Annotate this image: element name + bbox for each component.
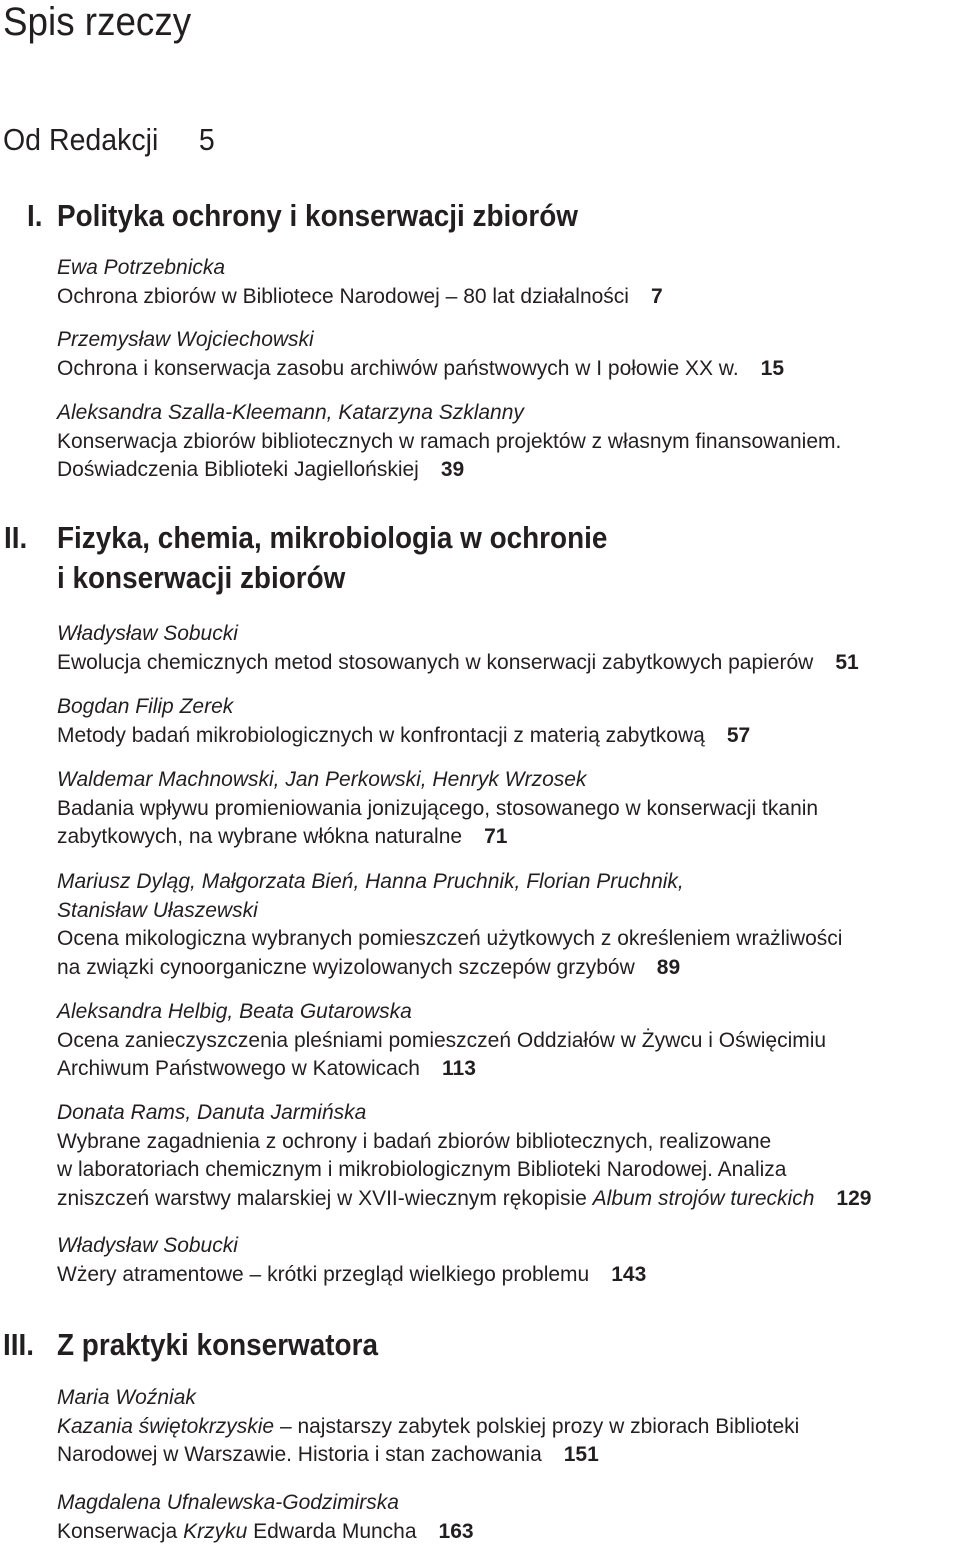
entry-page: 151 xyxy=(563,1443,599,1466)
entry-authors: Waldemar Machnowski, Jan Perkowski, Henryk Wrzosek xyxy=(57,768,587,791)
entry-authors: Władysław Sobucki xyxy=(57,1234,238,1257)
toc-entry[interactable] xyxy=(57,254,947,311)
toc-entry[interactable] xyxy=(57,1489,947,1546)
entry-title-italic: Album strojów tureckich xyxy=(592,1186,815,1210)
entry-authors: Aleksandra Helbig, Beata Gutarowska xyxy=(57,1000,412,1023)
entry-page: 113 xyxy=(442,1057,476,1080)
entry-page: 7 xyxy=(650,284,663,308)
toc-entry[interactable] xyxy=(57,399,947,485)
section-title: Z praktyki konserwatora xyxy=(57,1327,378,1362)
toc-entry[interactable] xyxy=(57,868,947,982)
entry-title-post: Edwarda Muncha xyxy=(253,1519,417,1543)
entry-title-line: – najstarszy zabytek polskiej prozy w zbiorach Biblioteki xyxy=(279,1414,800,1438)
toc-entry[interactable] xyxy=(57,326,947,383)
entry-title: Ochrona zbiorów w Bibliotece Narodowej – 80 lat działalności xyxy=(57,284,629,308)
entry-page: 39 xyxy=(440,458,465,481)
entry-title: Wżery atramentowe – krótki przegląd wielkiego problemu xyxy=(57,1262,590,1286)
entry-title-line: na związki cynoorganiczne wyizolowanych szczepów grzybów xyxy=(57,955,635,979)
entry-authors: Bogdan Filip Zerek xyxy=(57,695,234,718)
toc-entry[interactable] xyxy=(57,766,947,852)
intro-page: 5 xyxy=(198,122,215,157)
entry-authors: Maria Woźniak xyxy=(57,1386,196,1409)
entry-page: 71 xyxy=(484,825,508,848)
entry-authors: Przemysław Wojciechowski xyxy=(57,328,314,351)
section-title-line: i konserwacji zbiorów xyxy=(57,560,346,595)
entry-title-line: Ocena zanieczyszczenia pleśniami pomieszczeń Oddziałów w Żywcu i Oświęcimiu xyxy=(57,1028,827,1052)
entry-authors: Władysław Sobucki xyxy=(57,622,238,645)
intro-label: Od Redakcji xyxy=(3,122,159,157)
section-number: III. xyxy=(3,1327,35,1362)
entry-authors-line: Stanisław Ułaszewski xyxy=(57,898,258,922)
entry-page: 163 xyxy=(438,1519,474,1543)
entry-title-line: Ocena mikologiczna wybranych pomieszczeń użytkowych z określeniem wrażliwości xyxy=(57,927,843,950)
entry-title-line: w laboratoriach chemicznym i mikrobiologicznym Biblioteki Narodowej. Analiza xyxy=(57,1158,787,1181)
entry-title-italic: Kazania świętokrzyskie xyxy=(57,1414,275,1438)
entry-title: Ochrona i konserwacja zasobu archiwów państwowych w I połowie XX w. xyxy=(57,356,739,380)
entry-title: Metody badań mikrobiologicznych w konfrontacji z materią zabytkową xyxy=(57,723,705,747)
entry-authors: Ewa Potrzebnicka xyxy=(57,256,226,279)
intro-entry[interactable] xyxy=(3,122,215,158)
entry-title-line: Konserwacja zbiorów bibliotecznych w ramach projektów z własnym finansowaniem. xyxy=(57,429,842,453)
toc-entry[interactable] xyxy=(57,1232,947,1289)
toc-entry[interactable] xyxy=(57,1384,947,1470)
entry-title-line: Wybrane zagadnienia z ochrony i badań zbiorów bibliotecznych, realizowane xyxy=(57,1129,772,1153)
entry-title-line: zniszczeń warstwy malarskiej w XVII-wiecznym rękopisie xyxy=(57,1186,587,1210)
section-title xyxy=(57,518,607,598)
toc-entry[interactable] xyxy=(57,693,947,750)
page-title: Spis rzeczy xyxy=(3,0,192,44)
entry-title-pre: Konserwacja xyxy=(57,1519,178,1543)
toc-entry[interactable] xyxy=(57,998,947,1084)
entry-authors-line: Mariusz Dyląg, Małgorzata Bień, Hanna Pruchnik, Florian Pruchnik, xyxy=(57,870,684,893)
entry-authors: Donata Rams, Danuta Jarmińska xyxy=(57,1101,367,1124)
entry-title-italic: Krzyku xyxy=(183,1519,248,1543)
section-title-line: Fizyka, chemia, mikrobiologia w ochronie xyxy=(57,520,608,555)
entry-title-line: Narodowej w Warszawie. Historia i stan zachowania xyxy=(57,1443,542,1466)
entry-title-line: Badania wpływu promieniowania jonizującego, stosowanego w konserwacji tkanin xyxy=(57,796,819,820)
toc-entry[interactable] xyxy=(57,620,947,677)
entry-page: 129 xyxy=(836,1186,872,1210)
entry-authors: Magdalena Ufnalewska-Godzimirska xyxy=(57,1491,399,1514)
entry-page: 51 xyxy=(835,650,859,674)
entry-page: 143 xyxy=(611,1262,647,1286)
entry-title-line: Archiwum Państwowego w Katowicach xyxy=(57,1057,420,1080)
entry-title-line: Doświadczenia Biblioteki Jagiellońskiej xyxy=(57,458,419,481)
toc-entry[interactable] xyxy=(57,1099,947,1213)
entry-page: 57 xyxy=(726,723,751,747)
entry-title-line: zabytkowych, na wybrane włókna naturalne xyxy=(57,825,463,848)
section-number: I. xyxy=(27,198,43,233)
entry-authors: Aleksandra Szalla-Kleemann, Katarzyna Szklanny xyxy=(57,401,524,424)
entry-page: 15 xyxy=(760,356,785,380)
section-number: II. xyxy=(4,520,28,555)
entry-title: Ewolucja chemicznych metod stosowanych w konserwacji zabytkowych papierów xyxy=(57,650,814,674)
entry-page: 89 xyxy=(656,955,681,979)
section-title: Polityka ochrony i konserwacji zbiorów xyxy=(57,198,578,233)
